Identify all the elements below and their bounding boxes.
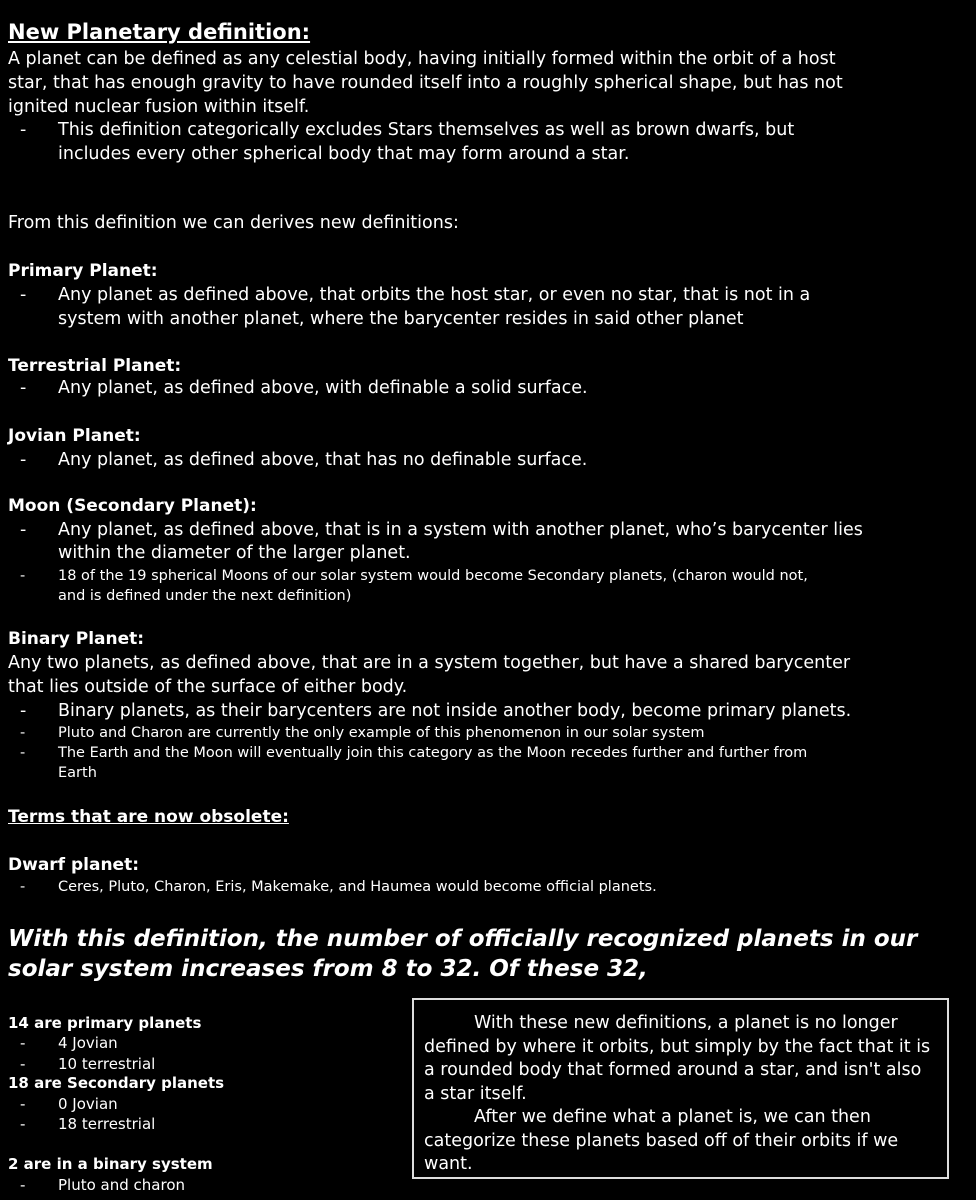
stat-binary: 2 are in a binary system: [8, 1155, 213, 1173]
summary-paragraph-1: With these new definitions, a planet is no longer defined by where it orbits, but simply by the fact that it is a rounded body that formed around a star, and isn't also a star itself.: [424, 1013, 931, 1104]
stat-secondary-jovian: 0 Jovian: [58, 1095, 118, 1113]
intro-bullet-line-2: includes every other spherical body that may form around a star.: [58, 144, 630, 164]
primary-planet-heading: Primary Planet:: [8, 261, 158, 281]
bullet-dash: -: [20, 450, 27, 470]
bullet-dash: -: [20, 568, 26, 584]
bullet-dash: -: [20, 1176, 26, 1194]
terrestrial-planet-heading: Terrestrial Planet:: [8, 356, 182, 376]
stat-secondary: 18 are Secondary planets: [8, 1074, 225, 1092]
intro-line-1: A planet can be defined as any celestial body, having initially formed within the orbit of a host: [8, 49, 836, 69]
binary-small-2-line-1: The Earth and the Moon will eventually join this category as the Moon recedes further and further from: [58, 745, 808, 761]
moon-small-line-1: 18 of the 19 spherical Moons of our solar system would become Secondary planets, (charon would not,: [58, 568, 808, 584]
primary-bullet-line-1: Any planet as defined above, that orbits the host star, or even no star, that is not in a: [58, 285, 811, 305]
binary-small-1: Pluto and Charon are currently the only example of this phenomenon in our solar system: [58, 725, 705, 741]
stat-binary-item: Pluto and charon: [58, 1176, 186, 1194]
stat-primary-jovian: 4 Jovian: [58, 1034, 118, 1052]
bullet-dash: -: [20, 745, 26, 761]
conclusion-line-1: With this definition, the number of officially recognized planets in our: [8, 926, 918, 952]
binary-planet-heading: Binary Planet:: [8, 629, 145, 649]
bullet-dash: -: [20, 520, 27, 540]
summary-paragraph-2: After we define what a planet is, we can then categorize these planets based off of their orbits if we want.: [424, 1107, 899, 1174]
moon-bullet-line-2: within the diameter of the larger planet.: [58, 543, 411, 563]
bullet-dash: -: [20, 701, 27, 721]
binary-bullet: Binary planets, as their barycenters are not inside another body, become primary planets.: [58, 701, 852, 721]
jovian-bullet: Any planet, as defined above, that has no definable surface.: [58, 450, 588, 470]
intro-bullet-line-1: This definition categorically excludes Stars themselves as well as brown dwarfs, but: [58, 120, 795, 140]
obsolete-heading: Terms that are now obsolete:: [8, 807, 289, 827]
bullet-dash: -: [20, 1055, 26, 1073]
binary-small-2-line-2: Earth: [58, 765, 97, 781]
moon-heading: Moon (Secondary Planet):: [8, 496, 257, 516]
bullet-dash: -: [20, 285, 27, 305]
stat-primary: 14 are primary planets: [8, 1014, 202, 1032]
summary-box: [412, 998, 949, 1179]
page-title: New Planetary definition:: [8, 20, 311, 44]
dwarf-bullet: Ceres, Pluto, Charon, Eris, Makemake, and Haumea would become official planets.: [58, 879, 657, 895]
moon-small-line-2: and is defined under the next definition): [58, 588, 352, 604]
bullet-dash: -: [20, 1115, 26, 1133]
primary-bullet-line-2: system with another planet, where the barycenter resides in said other planet: [58, 309, 744, 329]
conclusion-line-2: solar system increases from 8 to 32. Of these 32,: [8, 956, 648, 982]
bullet-dash: -: [20, 879, 26, 895]
binary-text-line-2: that lies outside of the surface of either body.: [8, 677, 408, 697]
bullet-dash: -: [20, 378, 27, 398]
dwarf-planet-heading: Dwarf planet:: [8, 855, 140, 875]
intro-line-3: ignited nuclear fusion within itself.: [8, 97, 310, 117]
intro-line-2: star, that has enough gravity to have rounded itself into a roughly spherical shape, but has not: [8, 73, 843, 93]
jovian-planet-heading: Jovian Planet:: [8, 426, 141, 446]
bullet-dash: -: [20, 725, 26, 741]
binary-text-line-1: Any two planets, as defined above, that are in a system together, but have a shared barycenter: [8, 653, 851, 673]
bullet-dash: -: [20, 120, 27, 140]
moon-bullet-line-1: Any planet, as defined above, that is in a system with another planet, who’s barycenter lies: [58, 520, 863, 540]
stat-secondary-terrestrial: 18 terrestrial: [58, 1115, 156, 1133]
bullet-dash: -: [20, 1095, 26, 1113]
derives-text: From this definition we can derives new definitions:: [8, 213, 459, 233]
stat-primary-terrestrial: 10 terrestrial: [58, 1055, 156, 1073]
bullet-dash: -: [20, 1034, 26, 1052]
terrestrial-bullet: Any planet, as defined above, with definable a solid surface.: [58, 378, 588, 398]
